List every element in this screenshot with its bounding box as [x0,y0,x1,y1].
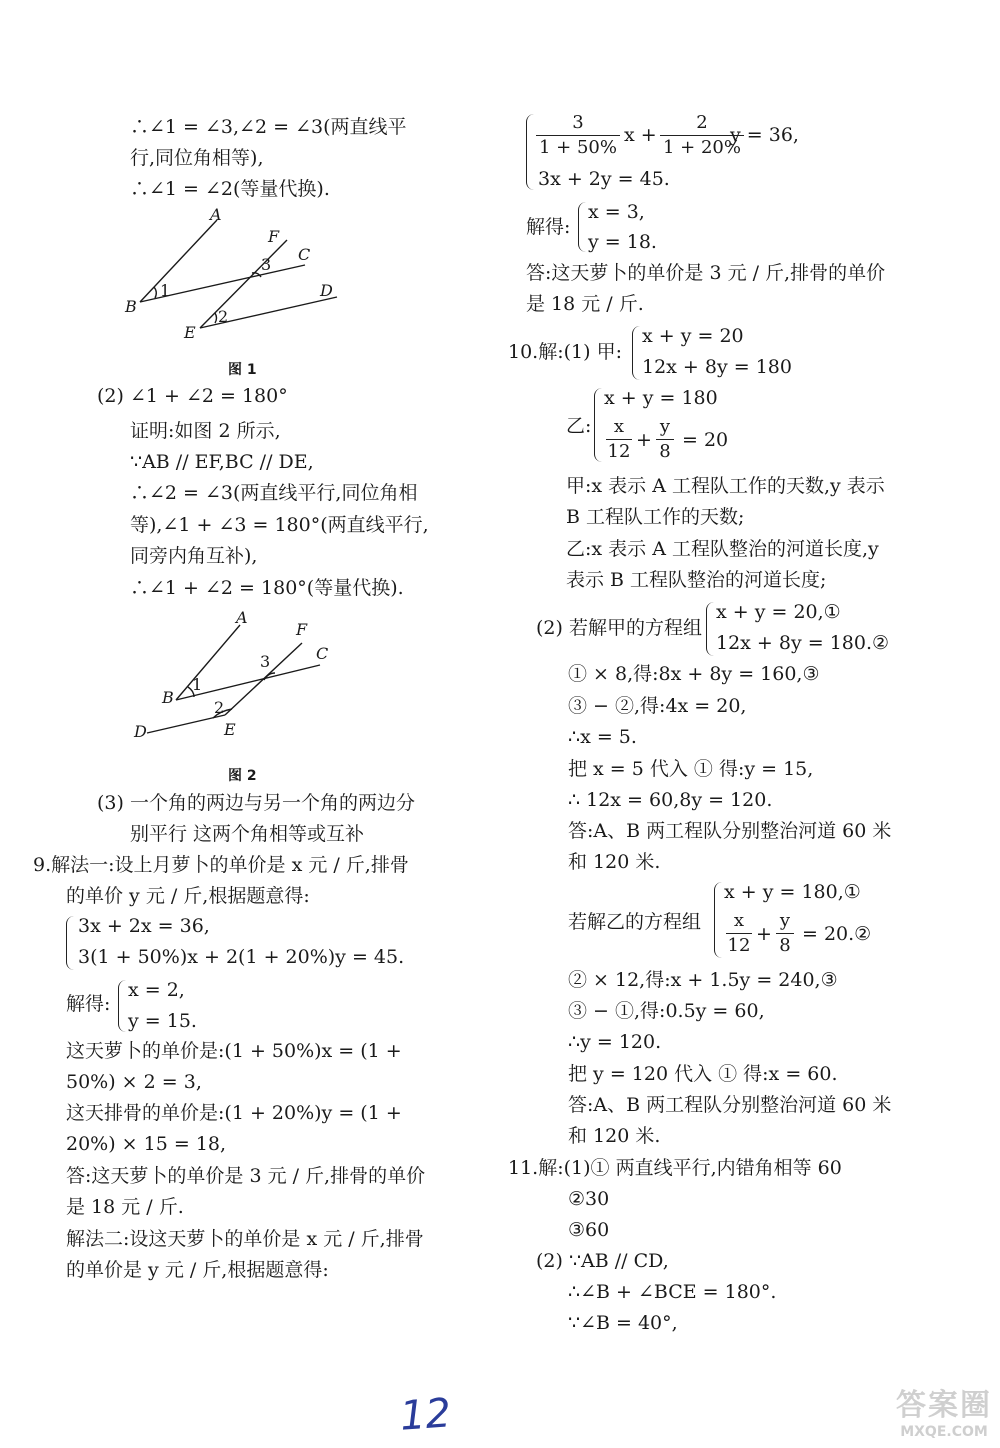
equation-part: + [756,923,772,945]
text-line: 是 18 元 / 斤. [66,1196,184,1218]
fraction [776,910,794,957]
text-line: 若解乙的方程组 [568,911,702,933]
equation: 12x + 8y = 180 [642,356,792,378]
text-line: ③ − ②,得:4x = 20, [568,695,747,717]
text-line: 9.解法一:设上月萝卜的单价是 x 元 / 斤,排骨 [33,854,409,876]
fraction-numerator: 3 [572,112,584,133]
equation-brace [66,916,75,970]
figure-1 [120,200,350,354]
equation: y = 18. [588,231,657,253]
text-line: B 工程队工作的天数; [566,506,745,528]
text-line: ③60 [568,1219,610,1241]
text-line: ∵∠B = 40°, [568,1312,678,1334]
equation-brace [118,980,127,1032]
fraction [606,416,632,463]
text-line: 乙: [566,415,592,437]
page-number: 12 [398,1390,453,1440]
text-line: 乙:x 表示 A 工程队整治的河道长度,y [566,538,879,560]
label-F: F [268,227,280,246]
label-A: A [236,608,248,627]
equation: x + y = 20 [642,325,744,347]
text-line: ③ − ①,得:0.5y = 60, [568,1000,765,1022]
equation: x + y = 180 [604,387,718,409]
angle-1-label: 1 [192,675,203,694]
fraction-denominator: 12 [727,935,751,956]
text-line: 和 120 米. [568,1125,661,1147]
text-line: ∴∠2 = ∠3(两直线平行,同位角相 [130,482,418,504]
text-line: ∴x = 5. [568,726,637,748]
text-line: 把 y = 120 代入 ① 得:x = 60. [568,1063,838,1085]
angle-2-label: 2 [218,307,229,326]
fraction-numerator: y [659,416,671,437]
text-line: (3) 一个角的两边与另一个角的两边分 [97,792,415,814]
equation-brace [632,326,641,380]
angle-2-label: 2 [214,698,225,717]
label-B: B [125,297,137,316]
text-line: 解得: [66,993,111,1015]
fraction-denominator: 8 [659,441,671,462]
text-line: 甲:x 表示 A 工程队工作的天数,y 表示 [566,475,885,497]
text-line: ∵AB // EF,BC // DE, [130,451,314,473]
text-line: 和 120 米. [568,851,661,873]
equation-brace [594,388,603,462]
text-line: 答:A、B 两工程队分别整治河道 60 米 [568,1094,892,1116]
label-D: D [320,281,333,300]
text-line: 同旁内角互补), [130,545,258,567]
text-line: ② × 12,得:x + 1.5y = 240,③ [568,969,838,991]
text-line: ②30 [568,1188,610,1210]
equation-part: = 20.② [802,923,872,945]
text-line: 的单价 y 元 / 斤,根据题意得: [66,885,310,907]
angle-3-label: 3 [261,255,272,274]
fraction-numerator: y [779,910,791,931]
text-line: ∴∠1 = ∠3,∠2 = ∠3(两直线平 [130,116,407,138]
fraction-numerator: x [613,416,625,437]
text-line: 答:A、B 两工程队分别整治河道 60 米 [568,820,892,842]
angle-3-label: 3 [260,652,271,671]
text-line: ∴ 12x = 60,8y = 120. [568,789,773,811]
text-line: 11.解:(1)① 两直线平行,内错角相等 60 [508,1157,842,1179]
equation-part: x + [624,124,657,146]
angle-1-label: 1 [160,281,171,300]
text-line: 10.解:(1) 甲: [508,341,622,363]
figure-2-drawing [130,605,350,745]
label-E: E [224,720,236,739]
text-line: 等),∠1 + ∠3 = 180°(两直线平行, [130,514,429,536]
text-line: (2) 若解甲的方程组 [536,617,702,639]
equation: x + y = 180,① [724,881,861,903]
equation: x = 3, [588,201,645,223]
text-line: ∴∠B + ∠BCE = 180°. [568,1281,777,1303]
label-E: E [184,323,196,342]
label-D: D [134,722,147,741]
text-line: 答:这天萝卜的单价是 3 元 / 斤,排骨的单价 [66,1165,426,1187]
text-line: ① × 8,得:8x + 8y = 160,③ [568,663,820,685]
fraction [536,112,620,159]
text-line: (2) ∠1 + ∠2 = 180° [97,385,288,407]
fraction-denominator: 1 + 50% [539,137,617,158]
label-B: B [162,688,174,707]
label-C: C [316,644,329,663]
equation: x = 2, [128,979,185,1001]
figure-2-caption: 图 2 [228,768,257,784]
watermark-logo-text: 答案圈 [896,1388,992,1423]
text-line: 这天排骨的单价是:(1 + 20%)y = (1 + [66,1102,402,1124]
text-line: 答:这天萝卜的单价是 3 元 / 斤,排骨的单价 [526,262,886,284]
equation: x + y = 20,① [716,601,841,623]
text-line: 表示 B 工程队整治的河道长度; [566,569,827,591]
label-A: A [210,205,222,224]
label-C: C [298,245,311,264]
fraction-denominator: 1 + 20% [663,137,741,158]
equation-brace [578,202,587,252]
text-line: ∴∠1 + ∠2 = 180°(等量代换). [130,577,404,599]
text-line: 行,同位角相等), [130,147,264,169]
fraction [656,416,674,463]
equation-brace [706,602,715,656]
text-line: 50%) × 2 = 3, [66,1071,202,1093]
text-line: 解得: [526,216,571,238]
text-line: 是 18 元 / 斤. [526,293,644,315]
fraction [726,910,752,957]
text-line: 解法二:设这天萝卜的单价是 x 元 / 斤,排骨 [66,1228,424,1250]
equation: 12x + 8y = 180.② [716,632,890,654]
fraction-numerator: x [733,910,745,931]
text-line: 把 x = 5 代入 ① 得:y = 15, [568,758,814,780]
figure-2 [130,605,350,749]
text-line: 别平行 这两个角相等或互补 [130,823,365,845]
equation: 3x + 2x = 36, [78,915,210,937]
equation-brace [526,114,535,190]
figure-1-drawing [120,200,350,350]
watermark-url: MXQE.COM [900,1424,988,1440]
text-line: 的单价是 y 元 / 斤,根据题意得: [66,1259,329,1281]
equation-part: + [636,429,652,451]
equation: 3(1 + 50%)x + 2(1 + 20%)y = 45. [78,946,405,968]
watermark [896,1380,992,1440]
equation-part: = 20 [682,429,729,451]
fraction-numerator: 2 [696,112,708,133]
equation: y = 15. [128,1010,197,1032]
fraction-denominator: 8 [779,935,791,956]
text-line: 20%) × 15 = 18, [66,1133,227,1155]
text-line: 证明:如图 2 所示, [130,420,281,442]
figure-1-caption: 图 1 [228,362,257,378]
fraction-denominator: 12 [607,441,631,462]
text-line: (2) ∵AB // CD, [536,1250,669,1272]
text-line: ∴y = 120. [568,1031,662,1053]
equation-brace [714,882,723,958]
equation: 3x + 2y = 45. [538,168,670,190]
equation-part: y = 36, [730,124,799,146]
label-F: F [296,620,308,639]
text-line: ∴∠1 = ∠2(等量代换). [130,178,330,200]
text-line: 这天萝卜的单价是:(1 + 50%)x = (1 + [66,1040,402,1062]
